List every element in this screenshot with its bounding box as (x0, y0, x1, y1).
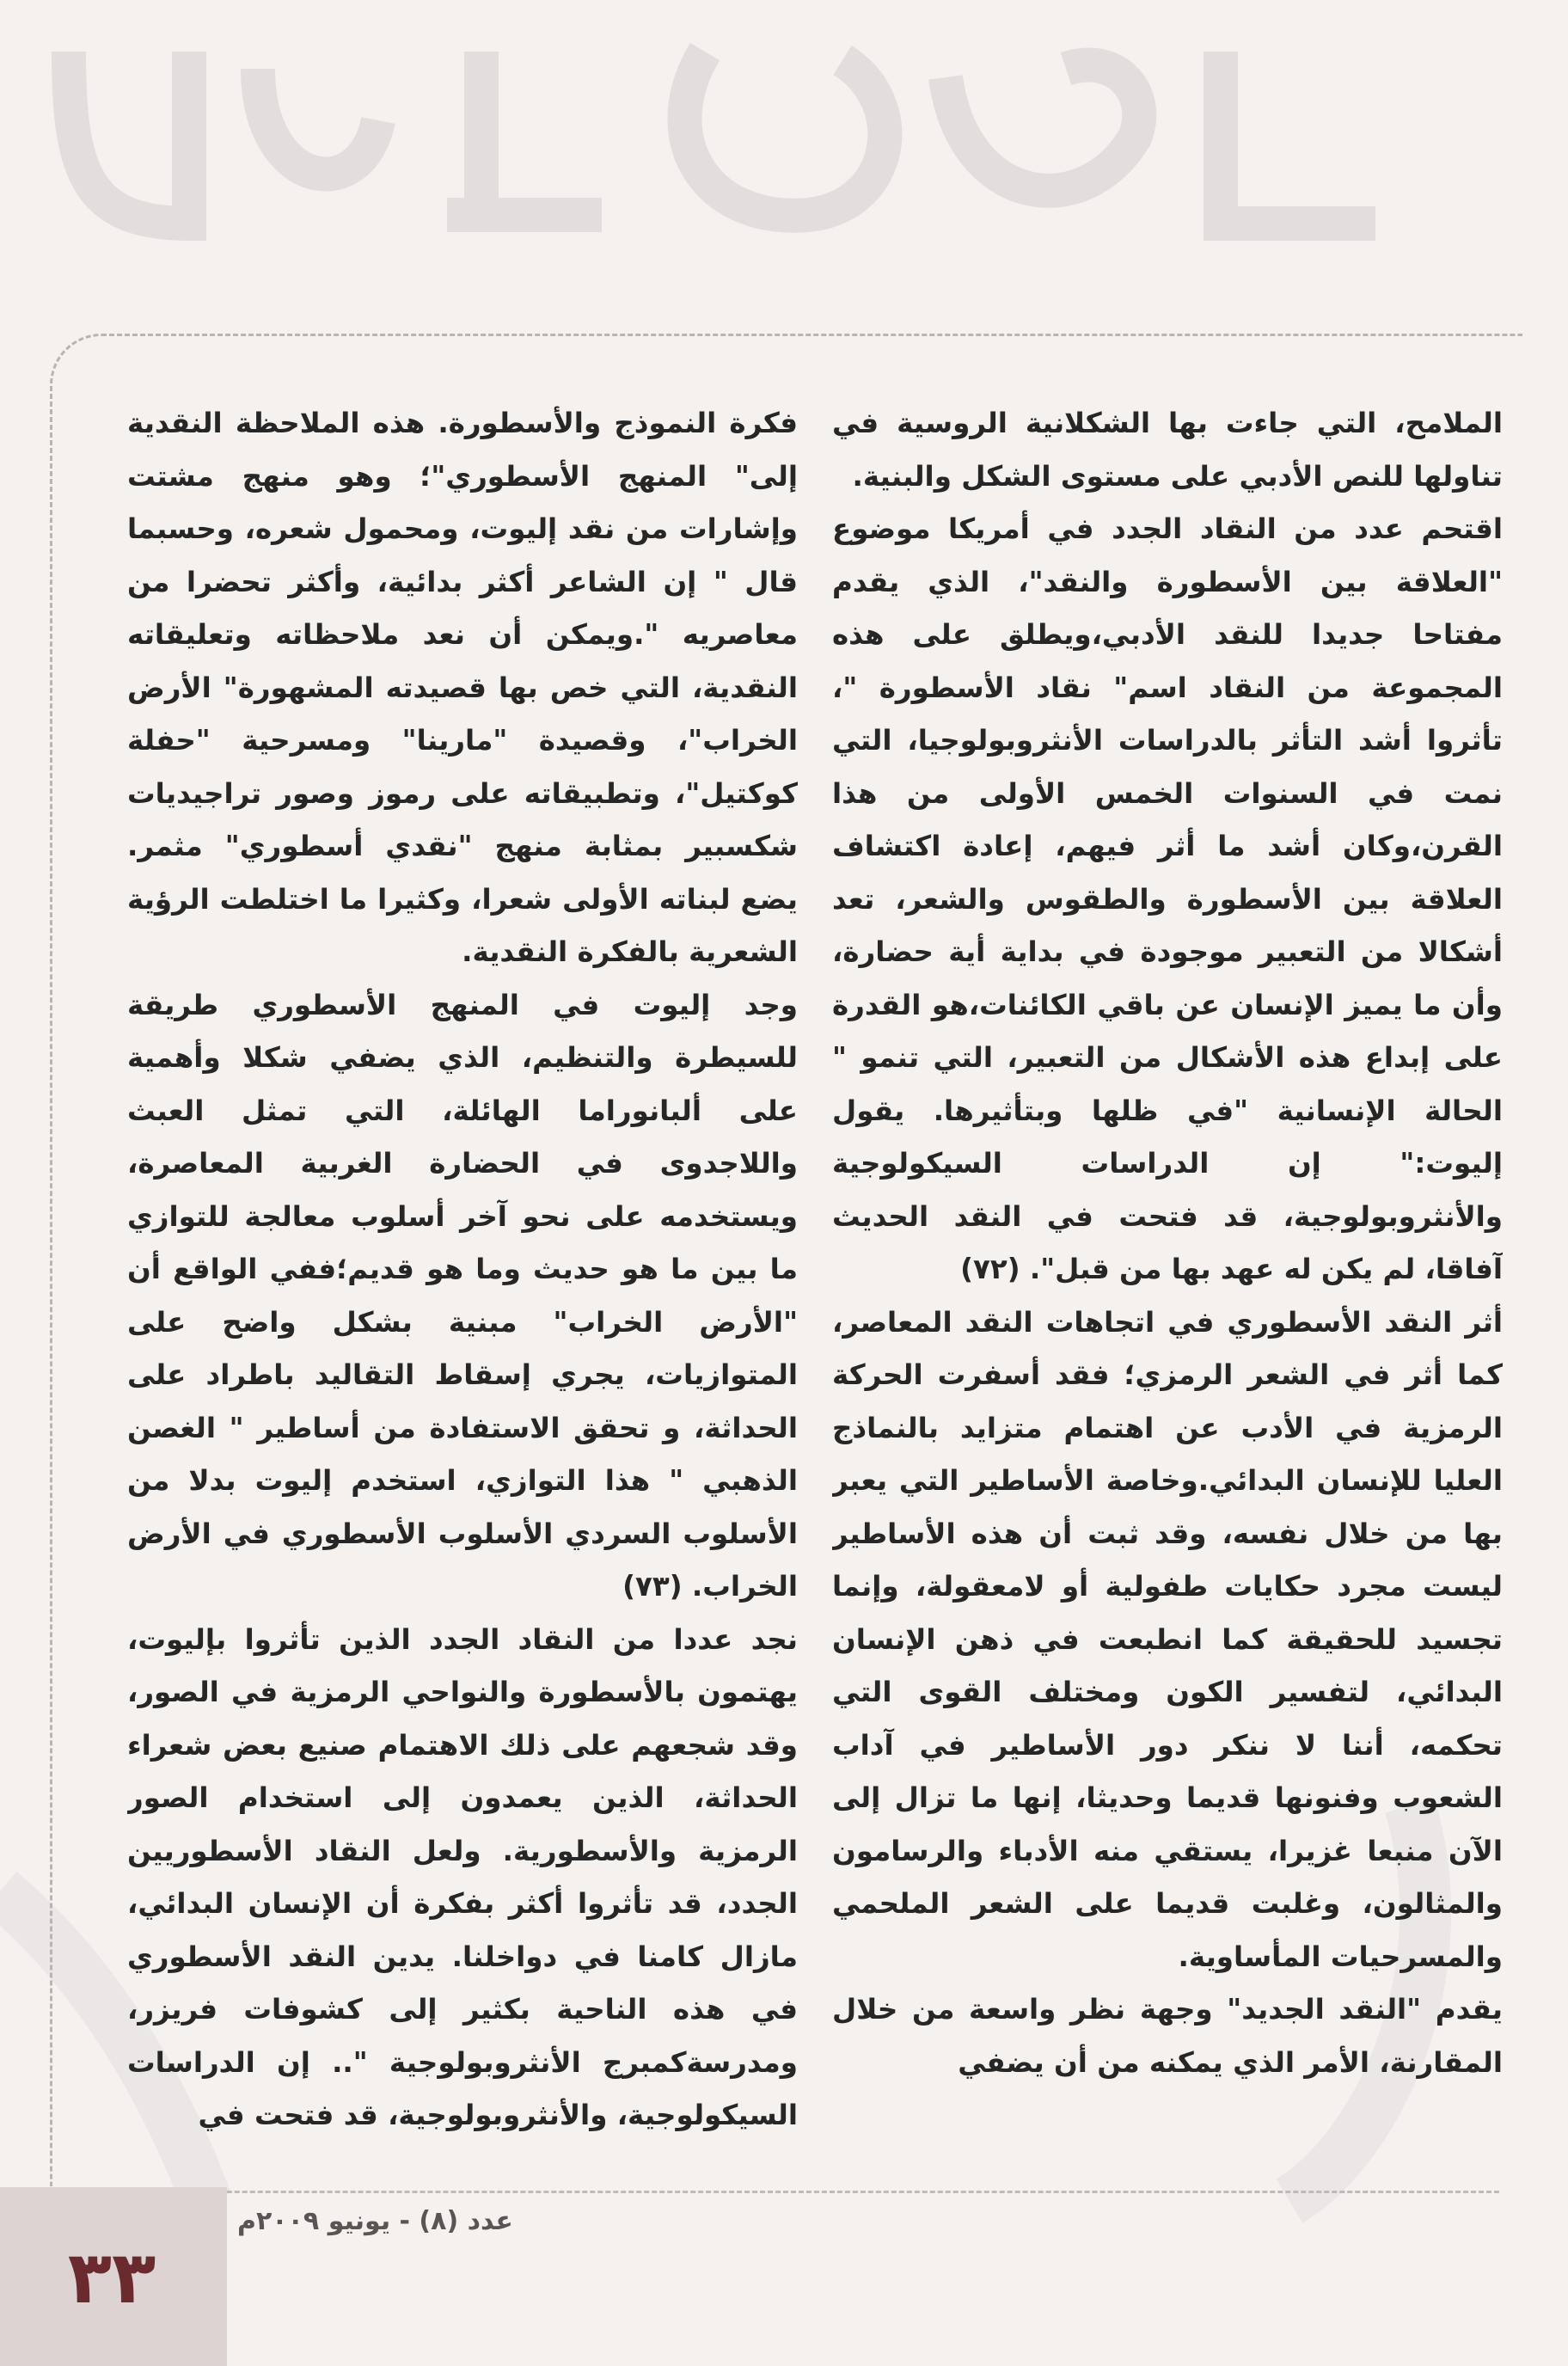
footer-divider (72, 2191, 1499, 2193)
paragraph: فكرة النموذج والأسطورة. هذه الملاحظة النقدية إلى" المنهج الأسطوري"؛ وهو منهج مشتت وإشارات من نقد إليوت، ومحمول شعره، وحسبما قال " إن الشاعر أكثر بدائية، وأكثر تحضرا من معاصريه ".ويمكن أن نعد ملاحظاته وتعليقاته النقدية، التي خص بها قصيدته المشهورة" الأرض الخراب"، وقصيدة "مارينا" ومسرحية "حفلة كوكتيل"، وتطبيقاته على رموز وصور تراجيديات شكسبير بمثابة منهج "نقدي أسطوري" مثمر. يضع لبناته الأولى شعرا، وكثيرا ما اختلطت الرؤية الشعرية بالفكرة النقدية. (127, 407, 798, 968)
article-column-right (832, 397, 1503, 2134)
paragraph: وجد إليوت في المنهج الأسطوري طريقة للسيطرة والتنظيم، الذي يضفي شكلا وأهمية على ألبانوراما الهائلة، التي تمثل العبث واللاجدوى في الحضارة الغربية المعاصرة، ويستخدمه على نحو آخر أسلوب معالجة للتوازي ما بين ما هو حديث وما هو قديم؛ففي الواقع أن "الأرض الخراب" مبنية بشكل واضح على المتوازيات، يجري إسقاط التقاليد باطراد على الحداثة، و تحقق الاستفادة من أساطير " الغصن الذهبي " هذا التوازي، استخدم إليوت بدلا من الأسلوب السردي الأسلوب الأسطوري في الأرض الخراب. (٧٣) (127, 988, 798, 1603)
page-number: ٣٣ (67, 2235, 156, 2320)
paragraph: الملامح، التي جاءت بها الشكلانية الروسية في تناولها للنص الأدبي على مستوى الشكل والبنية. (832, 407, 1503, 493)
paragraph: اقتحم عدد من النقاد الجدد في أمريكا موضوع "العلاقة بين الأسطورة والنقد"، الذي يقدم مفتاحا جديدا للنقد الأدبي،ويطلق على هذه المجموعة من النقاد اسم" نقاد الأسطورة "، تأثروا أشد التأثر بالدراسات الأنثروبولوجيا، التي نمت في السنوات الخمس الأولى من هذا القرن،وكان أشد ما أثر فيهم، إعادة اكتشاف العلاقة بين الأسطورة والطقوس والشعر، تعد أشكالا من التعبير موجودة في بداية أية حضارة، وأن ما يميز الإنسان عن باقي الكائنات،هو القدرة على إبداع هذه الأشكال من التعبير، التي تنمو " الحالة الإنسانية "في ظلها وبتأثيرها. يقول إليوت:" إن الدراسات السيكولوجية والأنثروبولوجية، قد فتحت في النقد الحديث آفاقا، لم يكن له عهد بها من قبل". (٧٢) (832, 512, 1503, 1285)
paragraph: أثر النقد الأسطوري في اتجاهات النقد المعاصر، كما أثر في الشعر الرمزي؛ فقد أسفرت الحركة الرمزية في الأدب عن اهتمام متزايد بالنماذج العليا للإنسان البدائي.وخاصة الأساطير التي يعبر بها من خلال نفسه، وقد ثبت أن هذه الأساطير ليست مجرد حكايات طفولية أو لامعقولة، وإنما تجسيد للحقيقة كما انطبعت في ذهن الإنسان البدائي، لتفسير الكون ومختلف القوى التي تحكمه، أننا لا ننكر دور الأساطير في آداب الشعوب وفنونها قديما وحديثا، إنها ما تزال إلى الآن منبعا غزيرا، يستقي منه الأدباء والرسامون والمثالون، وغلبت قديما على الشعر الملحمي والمسرحيات المأساوية. (832, 1305, 1503, 1973)
paragraph: يقدم "النقد الجديد" وجهة نظر واسعة من خلال المقارنة، الأمر الذي يمكنه من أن يضفي (832, 1993, 1503, 2079)
issue-info: عدد (٨) - يونيو ٢٠٠٩م (237, 2206, 513, 2236)
paragraph: نجد عددا من النقاد الجدد الذين تأثروا بإليوت، يهتمون بالأسطورة والنواحي الرمزية في الصور، وقد شجعهم على ذلك الاهتمام صنيع بعض شعراء الحداثة، الذين يعمدون إلى استخدام الصور الرمزية والأسطورية. ولعل النقاد الأسطوريين الجدد، قد تأثروا أكثر بفكرة أن الإنسان البدائي، مازال كامنا في دواخلنا. يدين النقد الأسطوري في هذه الناحية بكثير إلى كشوفات فريزر، ومدرسةكمبرج الأنثروبولوجية ".. إن الدراسات السيكولوجية، والأنثروبولوجية، قد فتحت في (127, 1622, 798, 2131)
article-column-left (127, 397, 798, 2134)
